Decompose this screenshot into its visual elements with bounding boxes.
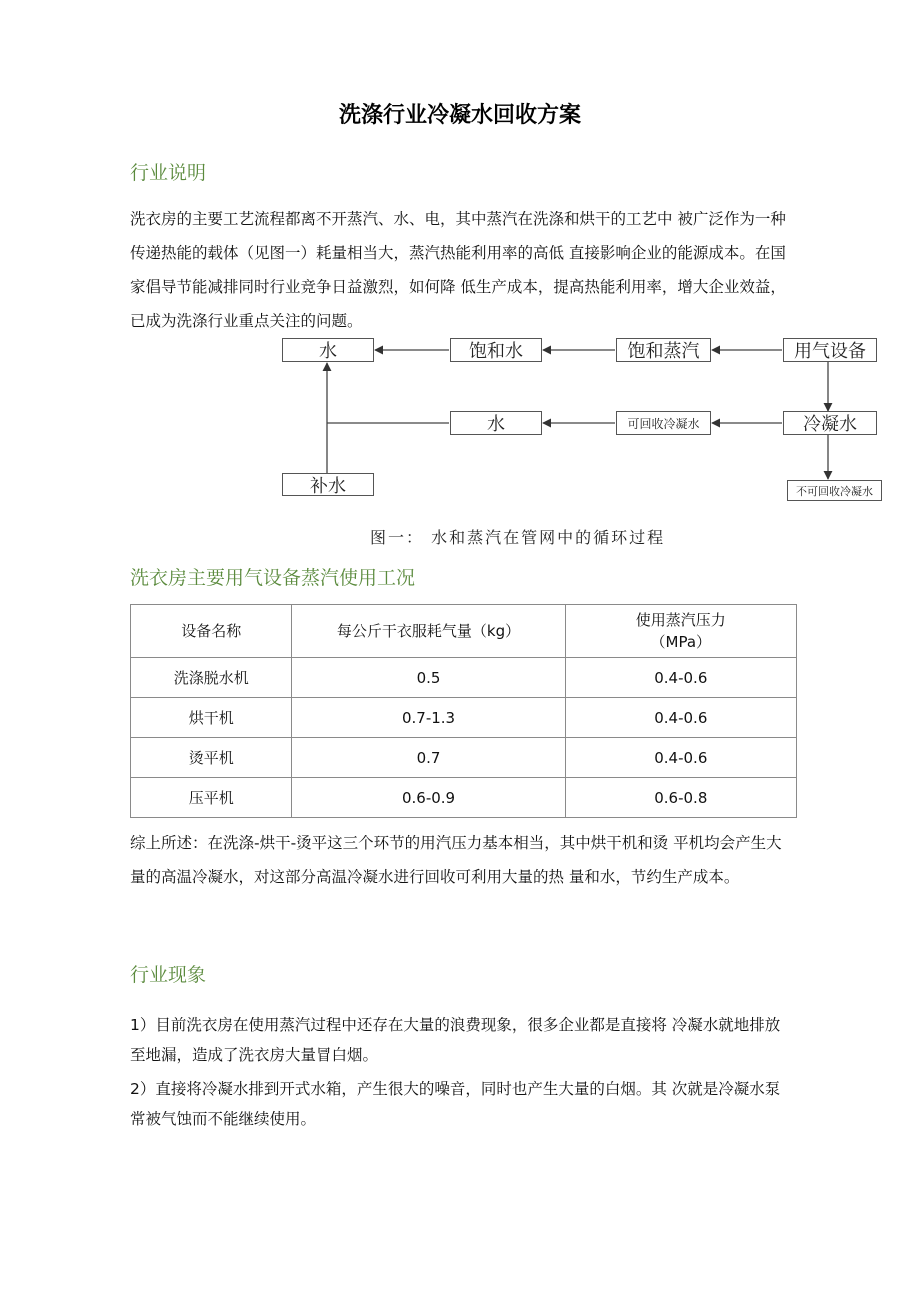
node-unrecoverable-condensate: 不可回收冷凝水 <box>787 480 882 501</box>
table-row <box>131 778 797 818</box>
summary-paragraph: 综上所述：在洗涤-烘干-烫平这三个环节的用汽压力基本相当，其中烘干机和烫 平机均会产生大量的高温冷凝水，对这部分高温冷凝水进行回收可利用大量的热 量和水，节约生产成本。 <box>130 834 782 886</box>
cell-pressure: 0.6-0.8 <box>565 778 796 818</box>
node-saturated-water: 饱和水 <box>450 338 542 362</box>
header-steam-consumption: 每公斤干衣服耗气量（kg） <box>292 605 565 658</box>
cell-equipment: 烘干机 <box>131 698 292 738</box>
list-item: 1）目前洗衣房在使用蒸汽过程中还存在大量的浪费现象，很多企业都是直接将 冷凝水就地排放至地漏，造成了洗衣房大量冒白烟。 <box>130 1016 781 1064</box>
table-header-row <box>131 605 797 658</box>
table-row <box>131 658 797 698</box>
cell-consumption: 0.6-0.9 <box>292 778 565 818</box>
node-water-top: 水 <box>282 338 374 362</box>
header-steam-pressure <box>565 605 796 658</box>
document-title: 洗涤行业冷凝水回收方案 <box>338 102 581 128</box>
list-item: 2）直接将冷凝水排到开式水箱，产生很大的噪音，同时也产生大量的白烟。其 次就是冷凝水泵常被气蚀而不能继续使用。 <box>130 1080 781 1128</box>
header-steam-pressure-line1: 使用蒸汽压力 <box>635 611 726 629</box>
cell-equipment: 烫平机 <box>131 738 292 778</box>
cell-equipment: 洗涤脱水机 <box>131 658 292 698</box>
diagram-caption: 图一： 水和蒸汽在管网中的循环过程 <box>370 528 666 547</box>
node-condensate: 冷凝水 <box>783 411 877 435</box>
table-row <box>131 738 797 778</box>
node-water-mid: 水 <box>450 411 542 435</box>
cell-consumption: 0.7-1.3 <box>292 698 565 738</box>
cell-equipment: 压平机 <box>131 778 292 818</box>
node-saturated-steam: 饱和蒸汽 <box>616 338 711 362</box>
node-recoverable-condensate: 可回收冷凝水 <box>616 411 711 435</box>
section-heading-steam-usage: 洗衣房主要用气设备蒸汽使用工况 <box>130 567 416 589</box>
node-steam-equipment: 用气设备 <box>783 338 877 362</box>
steam-usage-table <box>130 604 797 818</box>
node-makeup-water: 补水 <box>282 473 374 496</box>
header-equipment-name: 设备名称 <box>131 605 292 658</box>
cell-pressure: 0.4-0.6 <box>565 698 796 738</box>
industry-description-paragraph: 洗衣房的主要工艺流程都离不开蒸汽、水、电，其中蒸汽在洗涤和烘干的工艺中 被广泛作为一种传递热能的载体（见图一）耗量相当大，蒸汽热能利用率的高低 直接影响企业的能源成本。在国家倡导节能减排同时行业竞争日益激烈，如何降 低生产成本，提高热能利用率，增大企业效益，已成为洗涤行业重点关注的问题。 <box>130 210 786 330</box>
table-row <box>131 698 797 738</box>
section-heading-industry-description: 行业说明 <box>130 162 207 184</box>
section-heading-industry-phenomena: 行业现象 <box>130 964 207 986</box>
cell-consumption: 0.5 <box>292 658 565 698</box>
cell-consumption: 0.7 <box>292 738 565 778</box>
cell-pressure: 0.4-0.6 <box>565 658 796 698</box>
steam-water-cycle-diagram <box>275 333 885 548</box>
header-steam-pressure-unit: （MPa） <box>650 633 712 651</box>
cell-pressure: 0.4-0.6 <box>565 738 796 778</box>
